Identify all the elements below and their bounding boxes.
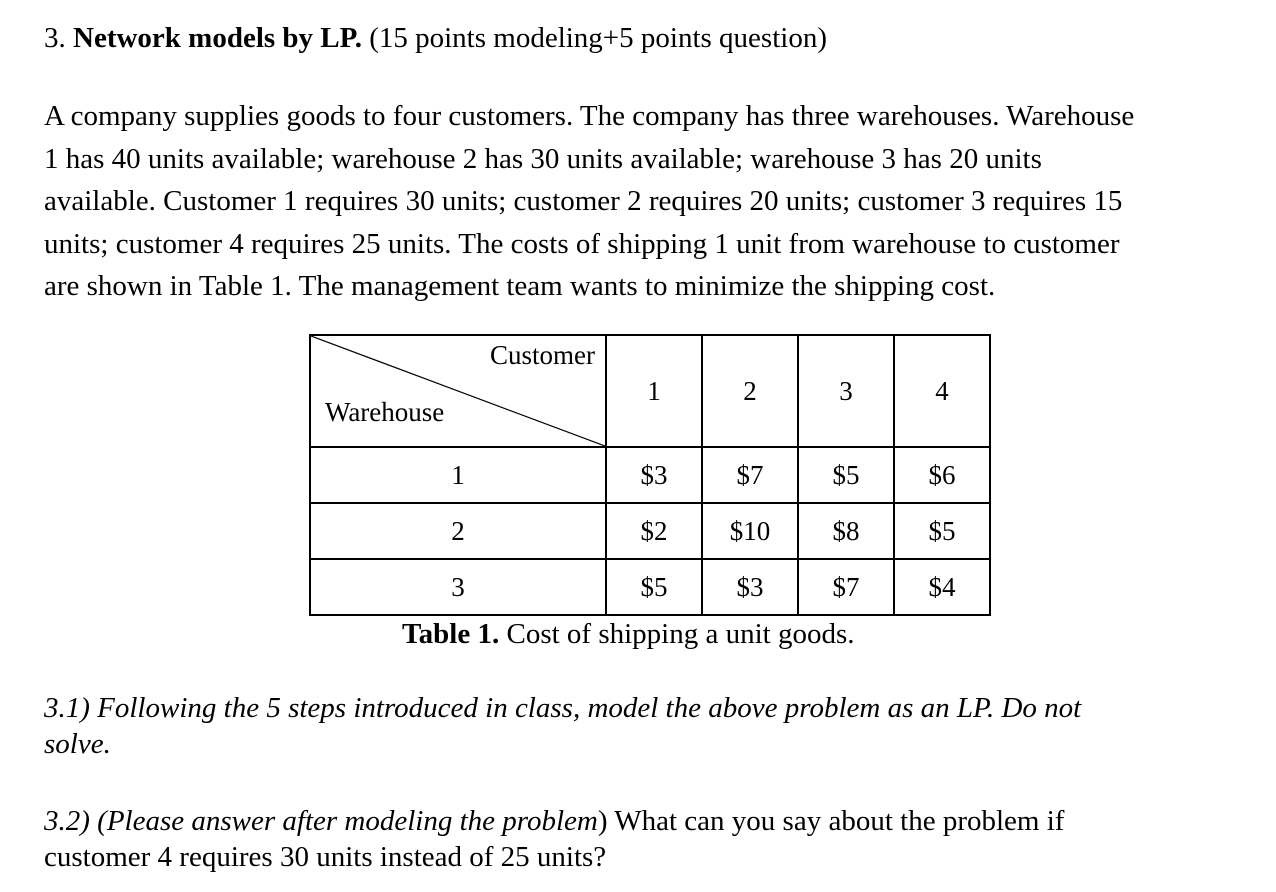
section-heading xyxy=(44,22,827,55)
customer-column-header: 2 xyxy=(702,335,798,447)
table-header-row xyxy=(310,335,990,447)
problem-description xyxy=(44,95,1259,308)
cost-cell: $5 xyxy=(894,503,990,559)
question-3-2-rest: ) What can you say about the problem if xyxy=(597,805,1065,837)
table-row xyxy=(310,503,990,559)
paragraph-line: A company supplies goods to four customers. The company has three warehouses. Warehouse xyxy=(44,100,1135,132)
paragraph-line: available. Customer 1 requires 30 units; customer 2 requires 20 units; customer 3 requires 15 xyxy=(44,185,1123,217)
table-row xyxy=(310,447,990,503)
customer-column-header: 1 xyxy=(606,335,702,447)
table-caption xyxy=(402,618,855,651)
question-3-1-line1: 3.1) Following the 5 steps introduced in class, model the above problem as an LP. Do not xyxy=(44,692,1082,724)
question-3-2-line2: customer 4 requires 30 units instead of 25 units? xyxy=(44,841,607,873)
warehouse-row-header: 2 xyxy=(310,503,606,559)
cost-cell: $7 xyxy=(702,447,798,503)
cost-cell: $5 xyxy=(606,559,702,615)
customer-column-header: 3 xyxy=(798,335,894,447)
table-row xyxy=(310,559,990,615)
question-3-2 xyxy=(44,803,1244,875)
question-3-2-italic: Please answer after modeling the problem xyxy=(106,805,598,837)
warehouse-row-header: 1 xyxy=(310,447,606,503)
warehouse-row-header: 3 xyxy=(310,559,606,615)
section-title: Network models by LP. xyxy=(73,22,362,54)
paragraph-line: are shown in Table 1. The management team wants to minimize the shipping cost. xyxy=(44,270,996,302)
cost-cell: $7 xyxy=(798,559,894,615)
table-corner-cell xyxy=(310,335,606,447)
cost-cell: $3 xyxy=(702,559,798,615)
customer-axis-label: Customer xyxy=(490,340,595,370)
cost-cell: $3 xyxy=(606,447,702,503)
cost-cell: $8 xyxy=(798,503,894,559)
cost-table xyxy=(309,334,991,616)
paragraph-line: 1 has 40 units available; warehouse 2 has 30 units available; warehouse 3 has 20 units xyxy=(44,142,1042,175)
section-points: (15 points modeling+5 points question) xyxy=(369,22,827,54)
cost-cell: $5 xyxy=(798,447,894,503)
cost-cell: $6 xyxy=(894,447,990,503)
cost-cell: $2 xyxy=(606,503,702,559)
section-number: 3. xyxy=(44,22,66,54)
question-3-2-prefix: 3.2) ( xyxy=(44,805,107,837)
cost-cell: $10 xyxy=(702,503,798,559)
table-caption-text: Cost of shipping a unit goods. xyxy=(499,618,855,650)
table-caption-label: Table 1. xyxy=(402,618,500,650)
warehouse-axis-label: Warehouse xyxy=(325,397,445,427)
cost-cell: $4 xyxy=(894,559,990,615)
customer-column-header: 4 xyxy=(894,335,990,447)
paragraph-line: units; customer 4 requires 25 units. The costs of shipping 1 unit from warehouse to customer xyxy=(44,227,1120,260)
question-3-1-line2: solve. xyxy=(44,728,111,760)
question-3-1 xyxy=(44,690,1244,762)
